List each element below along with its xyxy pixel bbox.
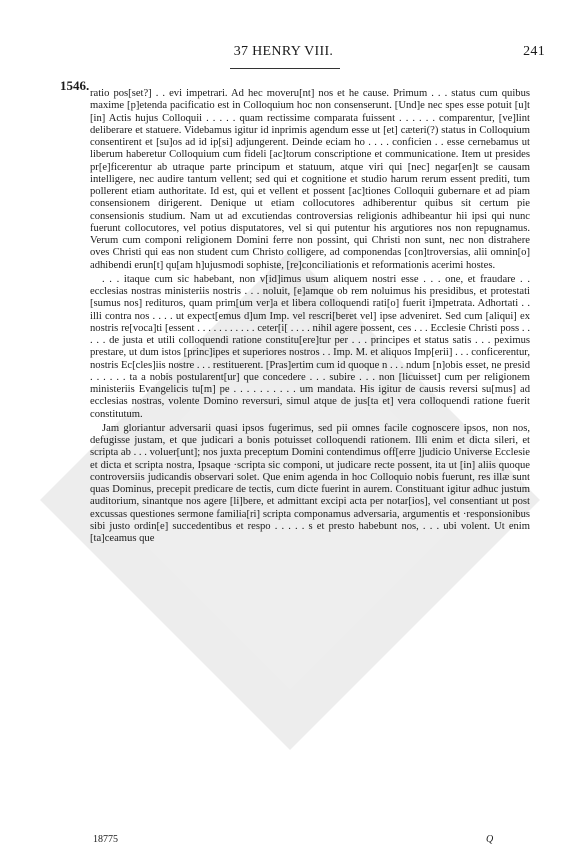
header-rule — [230, 68, 340, 69]
paragraph-1: ratio pos[set?] . . evi impetrari. Ad hec moveru[nt] nos et he cause. Primum . . . status cum quibus maxime [p]etenda pacificatio est in Colloquium hoc non consenserunt. [Und]e nec spes esse potuit [u]t [in] Actis hujus Colloquii . . . . . quam rectissime comparata fuissent . . . . . . comparentur, [ve]lint deliberare et statuere. Videbamus igitur id inprimis agendum esse ut [et] cæteri(?) status in Colloquium consentirent et [su]os ad id ip[si] adjungerent. Deinde eciam ho . . . . conficien . . esse cernebamus ut liberum haberetur Colloquium cum fideli [ac]torum conscriptione et communicatione. Item ut presides pr[e]ficerentur ab utraque parte principum et statuum, atque viri qui [nec] negar[en]t se causam intelligere, nec audire tantum vellent; sed qui et cognitione et studio harum rerum essent prediti, tum pollerent etiam authoritate. Id est, qui et vellent et possent [ac]tiones Colloquii gubernare et ad piam consensionem dirigerent. Denique ut etiam collocutores adhiberentur quibus sit certum pie consensionis studium. Nam ut ad excutiendas controversias religionis adhibeantur hii ipsi qui nunc fuerunt collocutores, vel potius disputatores, vel si qui putentur his argutiores nos non repugnamus. Verum cum componi religionem Domini ferre non possint, qui Christi non sunt, nec non distrahere oves Christi qui eas non student cum Christo colligere, ad componendas [con]troversias, alii omnin[o] adhibendi erun[t] qu[am h]ujusmodi sophiste, [re]conciliationis et reformationis acerimi hostes. — [90, 88, 530, 271]
paragraph-3: Jam gloriantur adversarii quasi ipsos fugerimus, sed pii omnes facile cognoscere ipsos, non nos, defugisse justam, et que judicari a bonis potuisset colloquendi rationem. Illi enim et dicta sileri, et scripta ab . . . voluer[unt]; nos juxta preceptum Domini contendimus off[erre ]judicio Universe Ecclesie et dicta et scripta nostra, Ipsaque ·scripta sic componi, ut judicare recte possent, ita ut [in] aliis quoque controversiis judicandis observari solet. Que enim agenda in hoc Colloquio nobis fuerunt, res illæ sunt quas Dominus, precepit predicare de tectis, cum dicte fuerint in aurem. Constituant igitur adhuc justum auditorium, sinantque nos agere [li]bere, et admittant excipi acta per notar[ios], vel consentiant ut post excussas questiones sermone familia[ri] scripta componamus adversaria, argumentis et ·responsionibus sibi justo ordin[e] succedentibus et respo . . . . . s et presto habebunt nos, . . . ubi volent. Ut enim [ta]ceamus que — [90, 422, 530, 544]
signature-letter: Q — [486, 834, 494, 845]
running-head — [0, 44, 567, 64]
body-text — [90, 88, 530, 545]
signature-number: 18775 — [93, 834, 118, 845]
paragraph-2: . . . itaque cum sic habebant, non v[id]imus usum aliquem nostri esse . . . one, et fraudare . . ecclesias nostras ministeriis nostris . . . noluit, [e]amque ob rem noluimus his presidibus, et protestati [sumus nos] redituros, quam prim[um ver]a et libera colloquendi rati[o] fuerit i]mpetrata. Adhortati . . illi contra nos . . . . ut expect[emus d]um Imp. vel rescri[beret vel] ipse adveniret. Sed cum [aliqui] ex nostris re[voca]ti [essent . . . . . . . . . . . ceter[i[ . . . . nihil agere possent, ces . . . Ecclesie Christi poss . . . . . de justa et utili colloquendi ratione constitu[ere]tur per . . . principes et status satis . . . peximus prestare, ut dum istos [princ]ipes et superiores nostros . . Imp. M. et aliquos Imp[erii] . . . conficerentur, nostris Ec[cles]iis nostre . . . restituerent. [Pras]ertim cum id quoque n . . . ndum [n]obis esset, ne presid . . . . . . ta a nobis postularent[ur] que concedere . . . subire . . . non [licuisset] cum per religionem ministeriis Evangelicis tu[m] pe . . . . . . . . . . um mandata. His igitur de causis reversi su[mus] ad ecclesias nostras, volente Domino reversuri, simul atque de jus[ta et] vera colloquendi ratione fuerit constitutum. — [90, 273, 530, 420]
margin-year: 1546. — [60, 78, 90, 93]
page-number: 241 — [523, 44, 545, 59]
running-title: 37 HENRY VIII. — [233, 44, 334, 59]
